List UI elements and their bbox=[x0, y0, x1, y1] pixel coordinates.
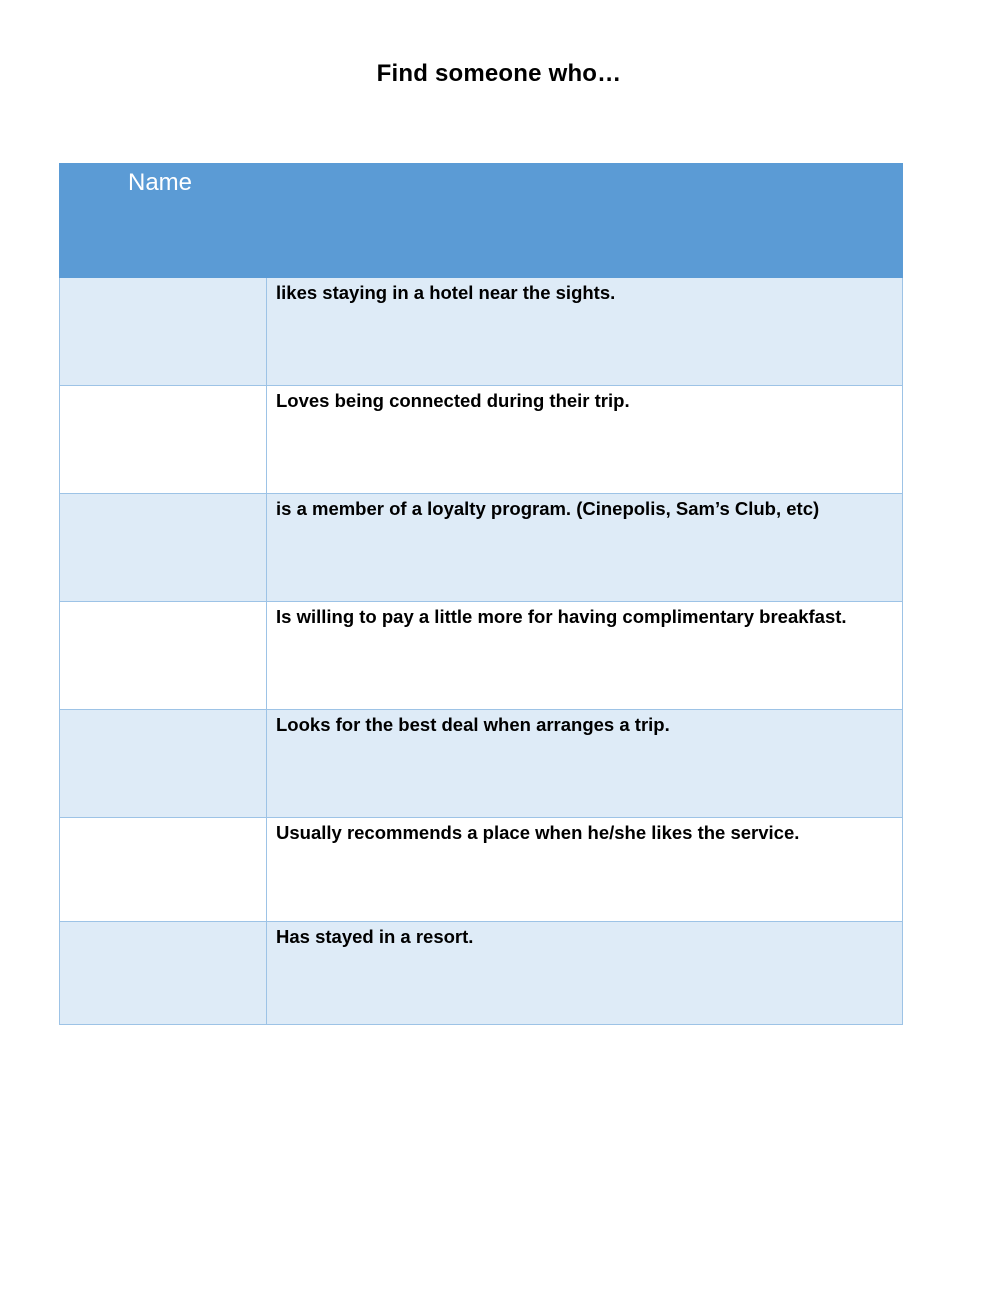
name-cell[interactable] bbox=[60, 494, 267, 602]
name-cell[interactable] bbox=[60, 602, 267, 710]
find-someone-who-table bbox=[59, 163, 903, 1025]
name-cell[interactable] bbox=[60, 710, 267, 818]
prompt-cell: likes staying in a hotel near the sights. bbox=[267, 278, 903, 386]
table-row bbox=[60, 818, 903, 922]
name-cell[interactable] bbox=[60, 278, 267, 386]
name-cell[interactable] bbox=[60, 818, 267, 922]
table-row bbox=[60, 710, 903, 818]
name-column-header: Name bbox=[60, 164, 267, 278]
name-cell[interactable] bbox=[60, 386, 267, 494]
table-row bbox=[60, 386, 903, 494]
prompt-cell: Looks for the best deal when arranges a trip. bbox=[267, 710, 903, 818]
prompt-cell: Loves being connected during their trip. bbox=[267, 386, 903, 494]
prompt-cell: Has stayed in a resort. bbox=[267, 922, 903, 1025]
table-row bbox=[60, 922, 903, 1025]
table-row bbox=[60, 602, 903, 710]
prompt-cell: is a member of a loyalty program. (Cinepolis, Sam’s Club, etc) bbox=[267, 494, 903, 602]
prompt-cell: Usually recommends a place when he/she likes the service. bbox=[267, 818, 903, 922]
table-header-row bbox=[60, 164, 903, 278]
page-title: Find someone who… bbox=[376, 60, 622, 87]
prompt-column-header bbox=[267, 164, 903, 278]
table-row bbox=[60, 494, 903, 602]
name-cell[interactable] bbox=[60, 922, 267, 1025]
table-row bbox=[60, 278, 903, 386]
prompt-cell: Is willing to pay a little more for having complimentary breakfast. bbox=[267, 602, 903, 710]
